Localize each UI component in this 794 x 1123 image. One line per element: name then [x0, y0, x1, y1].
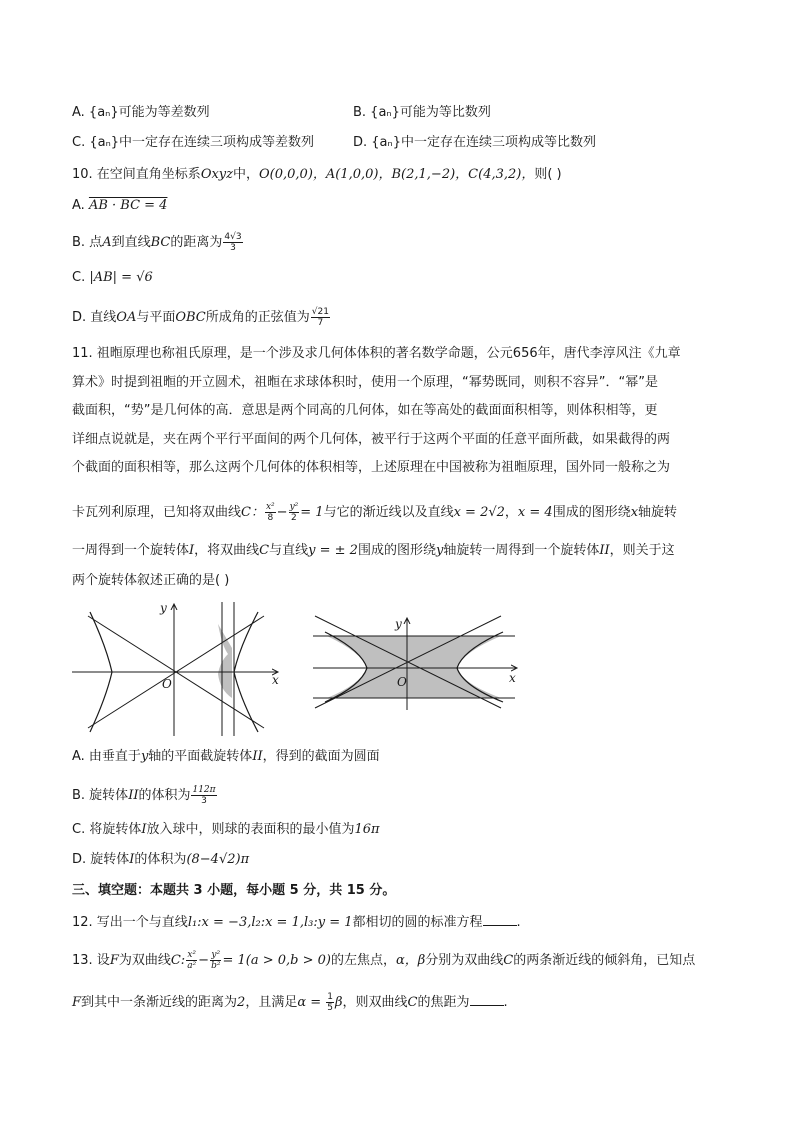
q13-text: 到其中一条渐近线的距离为 — [81, 995, 238, 1010]
q11-fraction-x — [265, 502, 276, 523]
q11-fraction-y — [289, 502, 300, 523]
q11-option-a-text: 轴的平面截旋转体 — [148, 749, 253, 764]
q10-coord-system: Oxyz — [200, 167, 233, 182]
q11-line-4: 详细点说就是，夹在两个平行平面间的两个几何体，被平行于这两个平面的任意平面所截，如果截得的两 — [72, 431, 671, 447]
q11-text: 轴旋转 — [638, 505, 678, 520]
q13-text: 为双曲线 — [118, 953, 171, 968]
q10-stem — [72, 166, 562, 184]
q11-figure-1 — [68, 600, 290, 738]
q10-plane-obc: OBC — [175, 310, 206, 325]
fraction-numerator: 4√3 — [224, 232, 242, 242]
q10-option-b-label: B. 点 — [72, 235, 103, 250]
q13-fraction-x — [186, 950, 197, 971]
beta: β — [335, 995, 343, 1010]
q13-fraction-y — [210, 950, 221, 971]
q10-points: O(0,0,0)，A(1,0,0)，B(2,1,−2)，C(4,3,2)， — [259, 167, 535, 182]
q11-option-a — [72, 748, 380, 766]
q11-hyperbola-name: C： — [241, 505, 264, 520]
q11-text: 围成的图形绕 — [357, 543, 436, 558]
q10-option-c-label: C. — [72, 270, 90, 285]
q11-option-b-text: 的体积为 — [138, 788, 191, 803]
q11-text: 与它的渐近线以及直线 — [323, 505, 454, 520]
q11-option-c — [72, 821, 380, 839]
hyperbola-c: C: — [170, 953, 186, 968]
hyperbola-c: C — [407, 995, 418, 1010]
focus-f: F — [72, 995, 82, 1010]
label-x: x — [272, 673, 279, 687]
fraction-numerator: 1 — [327, 992, 334, 1002]
fraction-denominator: 5 — [327, 1003, 334, 1013]
q11-option-c-value: 16π — [354, 822, 380, 837]
q11-line-5: 个截面的面积相等，那么这两个几何体的体积相等，上述原理在中国被称为祖暅原理，国外同一般称之为 — [72, 460, 671, 475]
q11-line-7 — [72, 542, 675, 560]
q13-text: 分别为双曲线 — [425, 953, 504, 968]
q11-text: 与直线 — [269, 543, 309, 558]
q13-fraction-one-fifth — [326, 992, 334, 1013]
q13-line-2 — [72, 992, 508, 1014]
hyperbola-c: C — [503, 953, 514, 968]
q11-paragraph — [72, 340, 722, 483]
q10-option-b — [72, 232, 244, 253]
fraction-denominator: 7 — [317, 318, 324, 328]
q11-option-d-value: (8−4√2)π — [186, 852, 250, 867]
fraction-denominator: 8 — [267, 513, 274, 523]
q11-line-y: y = ± 2 — [308, 543, 358, 558]
axis-y: y — [435, 543, 444, 558]
q11-option-d — [72, 851, 249, 869]
section-3-heading: 三、填空题：本题共 3 小题，每小题 5 分，共 15 分。 — [72, 883, 396, 898]
q10-option-d-label: D. 直线 — [72, 310, 117, 325]
q11-text: 围成的图形绕 — [552, 505, 631, 520]
q10-point-a: A — [102, 235, 112, 250]
q12 — [72, 913, 521, 932]
q11-line-6 — [72, 502, 677, 524]
q10-option-d-text: 与平面 — [136, 310, 176, 325]
period: . — [503, 995, 508, 1010]
q10-option-a-math: AB · BC = 4 — [88, 198, 168, 213]
answer-blank[interactable] — [483, 913, 517, 926]
shaded-region — [218, 624, 232, 698]
q11-text: 卡瓦列利原理，已知将双曲线 — [72, 505, 242, 520]
axis-x: x — [630, 505, 639, 520]
q13-text: 13. 设 — [72, 953, 110, 968]
q10-line-bc: BC — [150, 235, 171, 250]
q11-line-3: 截面积，“势”是几何体的高．意思是两个同高的几何体，如在等高处的截面面积相等，则体积相等，更 — [72, 403, 658, 418]
q10-option-a-label: A. — [72, 198, 89, 213]
q11-text: 轴旋转一周得到一个旋转体 — [443, 543, 600, 558]
q11-text: ，则关于这 — [609, 543, 675, 558]
q10-option-d — [72, 307, 331, 328]
q10-option-c — [72, 269, 153, 287]
hyperbola-c: C — [259, 543, 270, 558]
fraction-numerator: y² — [211, 950, 221, 960]
q11-option-b — [72, 785, 218, 806]
q11-option-c-text: C. 将旋转体 — [72, 822, 142, 837]
q11-option-c-text: 放入球中，则球的表面积的最小值为 — [146, 822, 355, 837]
q11-line-2: 算术》时提到祖暅的开立圆术，祖暅在求球体积时，使用一个原理，“幂势既同，则积不容异”．“幂”是 — [72, 374, 658, 390]
q10-stem-text: 则( ) — [534, 167, 562, 182]
solid-i: I — [189, 543, 195, 558]
fraction-numerator: y² — [289, 502, 299, 512]
q11-option-d-text: D. 旋转体 — [72, 852, 130, 867]
minus-sign: − — [198, 953, 210, 968]
q11-line-x2: x = 4 — [517, 505, 553, 520]
fraction-numerator: x² — [187, 950, 197, 960]
label-y: y — [160, 601, 167, 615]
fraction-denominator: 3 — [230, 243, 236, 253]
solid-i: I — [129, 852, 135, 867]
distance-value: 2 — [237, 995, 246, 1010]
q11-option-a-text: A. 由垂直于 — [72, 749, 141, 764]
label-origin: O — [397, 675, 407, 689]
alpha-eq: α = — [297, 995, 326, 1010]
q11-option-a-text: ，得到的截面为圆面 — [262, 749, 380, 764]
q10-option-d-fraction — [311, 307, 330, 328]
solid-ii: II — [128, 788, 139, 803]
q13-text: ，则双曲线 — [342, 995, 408, 1010]
label-origin: O — [162, 677, 172, 691]
q13-text: ，且满足 — [245, 995, 298, 1010]
minus-sign: − — [276, 505, 288, 520]
solid-ii: II — [252, 749, 263, 764]
q13-text: 的焦距为 — [417, 995, 470, 1010]
fraction-denominator: a² — [187, 961, 197, 971]
q11-text: 一周得到一个旋转体 — [72, 543, 190, 558]
fraction-numerator: 112π — [192, 785, 216, 795]
period: . — [516, 915, 521, 930]
fraction-numerator: √21 — [311, 307, 329, 317]
q10-stem-text: 中， — [233, 167, 260, 182]
q12-text: 12. 写出一个与直线 — [72, 915, 188, 930]
focus-f: F — [109, 953, 119, 968]
q11-line-1: 11. 祖暅原理也称祖氏原理，是一个涉及求几何体体积的著名数学命题，公元656年，唐代李淳风注《九章 — [72, 346, 681, 361]
q9-option-b: B. {aₙ}可能为等比数列 — [353, 105, 491, 120]
q10-option-a — [72, 197, 167, 215]
fraction-denominator: 3 — [201, 796, 207, 806]
q9-option-a: A. {aₙ}可能为等差数列 — [72, 105, 210, 120]
q11-option-b-text: B. 旋转体 — [72, 788, 129, 803]
q11-figure-2 — [305, 612, 527, 712]
q13-text: 的两条渐近线的倾斜角，已知点 — [513, 953, 696, 968]
equation-rhs: = 1(a > 0,b > 0) — [222, 953, 331, 968]
q11-line-8: 两个旋转体叙述正确的是( ) — [72, 573, 230, 588]
comma: ， — [504, 505, 518, 520]
fraction-denominator: 2 — [291, 513, 297, 523]
equation-rhs: = 1 — [300, 505, 324, 520]
answer-blank[interactable] — [470, 993, 504, 1006]
q11-option-b-fraction — [191, 785, 216, 806]
q11-option-d-text: 的体积为 — [134, 852, 187, 867]
solid-ii: II — [599, 543, 610, 558]
q11-text: ，将双曲线 — [194, 543, 260, 558]
q9-option-c: C. {aₙ}中一定存在连续三项构成等差数列 — [72, 135, 315, 150]
fraction-denominator: b² — [211, 961, 221, 971]
q10-option-b-text: 到直线 — [111, 235, 151, 250]
q13-text: 的左焦点， — [330, 953, 396, 968]
q12-lines: l₁:x = −3,l₂:x = 1,l₃:y = 1 — [187, 915, 353, 930]
q10-stem-text: 10. 在空间直角坐标系 — [72, 167, 201, 182]
label-y: y — [395, 617, 402, 631]
q11-line-x1: x = 2√2 — [453, 505, 505, 520]
axis-y: y — [140, 749, 149, 764]
q10-option-d-text: 所成角的正弦值为 — [205, 310, 310, 325]
solid-i: I — [141, 822, 147, 837]
label-x: x — [509, 671, 516, 685]
q13-line-1 — [72, 950, 695, 972]
q10-option-b-fraction — [223, 232, 242, 253]
q12-text: 都相切的圆的标准方程 — [352, 915, 483, 930]
angles: α，β — [395, 953, 426, 968]
q10-option-b-text: 的距离为 — [170, 235, 223, 250]
q9-option-d: D. {aₙ}中一定存在连续三项构成等比数列 — [353, 135, 596, 150]
q10-option-c-math: |AB| = √6 — [89, 270, 153, 285]
fraction-numerator: x² — [265, 502, 275, 512]
q10-line-oa: OA — [116, 310, 137, 325]
